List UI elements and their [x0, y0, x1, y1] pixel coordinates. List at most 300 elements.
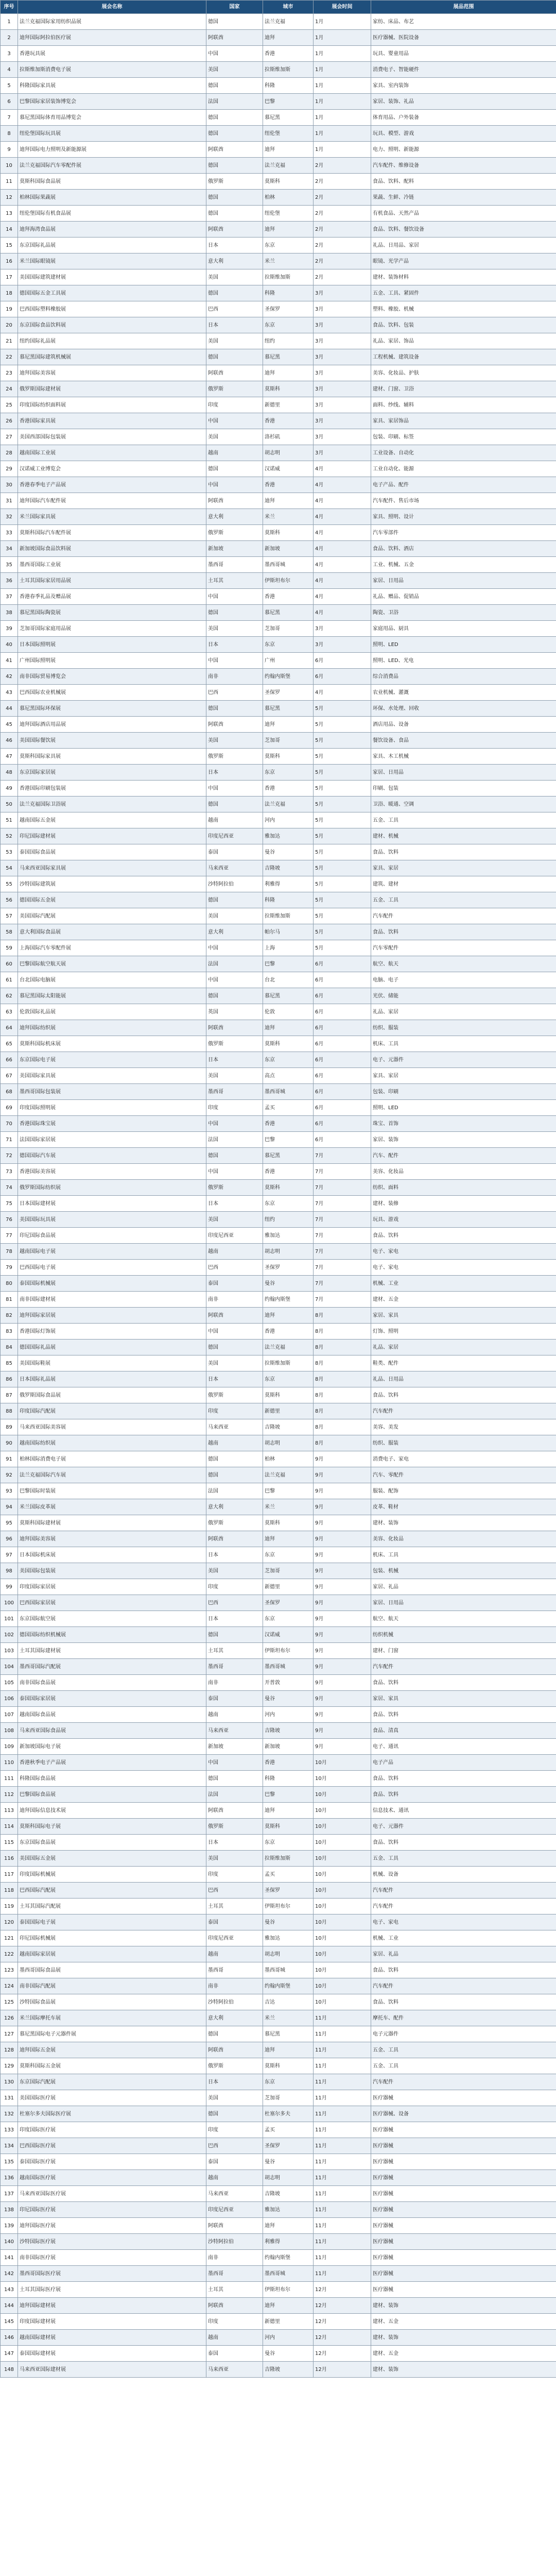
cell-name: 慕尼黑国际陶瓷展	[18, 605, 206, 621]
cell-date: 1月	[314, 94, 371, 110]
cell-name: 马来西亚国际美容展	[18, 1419, 206, 1435]
cell-scope: 礼品、家居	[371, 1340, 556, 1355]
cell-date: 10月	[314, 1899, 371, 1914]
cell-index: 72	[1, 1148, 18, 1164]
cell-date: 12月	[314, 2282, 371, 2298]
cell-name: 纽约国际礼品展	[18, 333, 206, 349]
cell-scope: 家居、日用品	[371, 765, 556, 781]
cell-city: 圣保罗	[263, 1883, 314, 1899]
cell-country: 日本	[206, 637, 263, 653]
cell-country: 中国	[206, 972, 263, 988]
cell-index: 104	[1, 1659, 18, 1675]
cell-name: 南非国际贸易博览会	[18, 669, 206, 685]
cell-country: 越南	[206, 1707, 263, 1723]
cell-name: 印度国际机械展	[18, 1867, 206, 1883]
cell-country: 德国	[206, 605, 263, 621]
cell-date: 11月	[314, 2170, 371, 2186]
cell-city: 台北	[263, 972, 314, 988]
cell-name: 泰国国际医疗展	[18, 2154, 206, 2170]
cell-country: 印度	[206, 2122, 263, 2138]
header-cell-date: 展会时间	[314, 1, 371, 14]
cell-city: 约翰内斯堡	[263, 1292, 314, 1308]
cell-country: 印度	[206, 1867, 263, 1883]
cell-city: 纽约	[263, 1212, 314, 1228]
cell-city: 莫斯科	[263, 749, 314, 765]
cell-scope: 食品、饮料	[371, 1387, 556, 1403]
cell-scope: 包装、机械	[371, 1563, 556, 1579]
table-row	[1, 158, 556, 174]
cell-scope: 信息技术、通讯	[371, 1803, 556, 1819]
cell-country: 意大利	[206, 1499, 263, 1515]
cell-index: 100	[1, 1595, 18, 1611]
cell-scope: 家具、木工机械	[371, 749, 556, 765]
cell-city: 香港	[263, 1116, 314, 1132]
cell-date: 1月	[314, 126, 371, 142]
cell-city: 胡志明	[263, 2170, 314, 2186]
cell-scope: 礼品、日用品、家居	[371, 238, 556, 253]
table-row	[1, 701, 556, 717]
table-row	[1, 2266, 556, 2282]
cell-country: 俄罗斯	[206, 2058, 263, 2074]
cell-name: 越南国际五金展	[18, 812, 206, 828]
cell-date: 9月	[314, 1707, 371, 1723]
cell-city: 科隆	[263, 1771, 314, 1787]
cell-date: 2月	[314, 269, 371, 285]
cell-city: 杜塞尔多夫	[263, 2106, 314, 2122]
cell-name: 法兰克福国际家用纺织品展	[18, 14, 206, 30]
cell-date: 7月	[314, 1148, 371, 1164]
cell-index: 138	[1, 2202, 18, 2218]
cell-index: 128	[1, 2042, 18, 2058]
cell-name: 台北国际电脑展	[18, 972, 206, 988]
cell-date: 2月	[314, 253, 371, 269]
cell-name: 香港国际珠宝展	[18, 1116, 206, 1132]
cell-date: 5月	[314, 828, 371, 844]
cell-date: 2月	[314, 174, 371, 190]
cell-scope: 环保、水处理、回收	[371, 701, 556, 717]
table-row	[1, 940, 556, 956]
cell-scope: 皮革、鞋材	[371, 1499, 556, 1515]
cell-city: 胡志明	[263, 1435, 314, 1451]
cell-name: 土耳其国际医疗展	[18, 2282, 206, 2298]
cell-date: 3月	[314, 397, 371, 413]
cell-index: 22	[1, 349, 18, 365]
table-row	[1, 972, 556, 988]
cell-country: 美国	[206, 2090, 263, 2106]
cell-index: 14	[1, 222, 18, 238]
table-row	[1, 733, 556, 749]
cell-index: 124	[1, 1978, 18, 1994]
cell-name: 东京国际家居展	[18, 765, 206, 781]
cell-country: 日本	[206, 1052, 263, 1068]
cell-name: 莫斯科国际汽车配件展	[18, 525, 206, 541]
table-row	[1, 2250, 556, 2266]
cell-country: 沙特阿拉伯	[206, 2234, 263, 2250]
cell-country: 美国	[206, 733, 263, 749]
cell-country: 美国	[206, 1563, 263, 1579]
cell-city: 东京	[263, 1052, 314, 1068]
cell-city: 曼谷	[263, 1914, 314, 1930]
cell-scope: 食品、饮料	[371, 1994, 556, 2010]
cell-index: 108	[1, 1723, 18, 1739]
cell-name: 墨西哥国际医疗展	[18, 2266, 206, 2282]
cell-scope: 汽车配件	[371, 908, 556, 924]
cell-date: 11月	[314, 2090, 371, 2106]
cell-country: 中国	[206, 781, 263, 796]
cell-city: 新德里	[263, 1403, 314, 1419]
cell-date: 5月	[314, 924, 371, 940]
cell-index: 2	[1, 30, 18, 46]
table-row	[1, 892, 556, 908]
cell-scope: 医疗器械	[371, 2282, 556, 2298]
cell-date: 6月	[314, 956, 371, 972]
table-row	[1, 142, 556, 158]
table-row	[1, 62, 556, 78]
cell-scope: 眼镜、光学产品	[371, 253, 556, 269]
cell-index: 12	[1, 190, 18, 206]
cell-scope: 医疗器械、医院设备	[371, 30, 556, 46]
table-row	[1, 1355, 556, 1371]
table-row	[1, 765, 556, 781]
table-row	[1, 685, 556, 701]
table-row	[1, 1787, 556, 1803]
cell-country: 德国	[206, 1451, 263, 1467]
cell-name: 迪拜国际信息技术展	[18, 1803, 206, 1819]
cell-date: 6月	[314, 972, 371, 988]
cell-city: 迪拜	[263, 1308, 314, 1324]
cell-city: 伊斯坦布尔	[263, 573, 314, 589]
cell-city: 迪拜	[263, 1803, 314, 1819]
cell-scope: 医疗器械	[371, 2138, 556, 2154]
cell-scope: 医疗器械、设备	[371, 2106, 556, 2122]
cell-name: 美国国际五金展	[18, 1851, 206, 1867]
cell-name: 马来西亚国际医疗展	[18, 2186, 206, 2202]
cell-scope: 家具、室内装饰	[371, 78, 556, 94]
header-cell-scope: 展品范围	[371, 1, 556, 14]
cell-country: 越南	[206, 1244, 263, 1260]
table-row	[1, 1579, 556, 1595]
cell-name: 俄罗斯国际建材展	[18, 381, 206, 397]
cell-date: 10月	[314, 1930, 371, 1946]
table-row	[1, 844, 556, 860]
table-row	[1, 2298, 556, 2314]
cell-date: 6月	[314, 1116, 371, 1132]
cell-date: 11月	[314, 2154, 371, 2170]
cell-city: 慕尼黑	[263, 605, 314, 621]
cell-date: 1月	[314, 14, 371, 30]
table-row	[1, 2282, 556, 2298]
cell-country: 俄罗斯	[206, 525, 263, 541]
cell-index: 98	[1, 1563, 18, 1579]
cell-index: 18	[1, 285, 18, 301]
cell-date: 7月	[314, 1292, 371, 1308]
cell-date: 5月	[314, 940, 371, 956]
cell-city: 莫斯科	[263, 1387, 314, 1403]
cell-scope: 灯饰、照明	[371, 1324, 556, 1340]
cell-date: 11月	[314, 2010, 371, 2026]
cell-name: 莫斯科国际机床展	[18, 1036, 206, 1052]
cell-scope: 电子产品、配件	[371, 477, 556, 493]
cell-name: 南非国际医疗展	[18, 2250, 206, 2266]
table-row	[1, 381, 556, 397]
cell-scope: 家纺、床品、布艺	[371, 14, 556, 30]
cell-name: 俄罗斯国际食品展	[18, 1387, 206, 1403]
cell-country: 德国	[206, 190, 263, 206]
cell-date: 7月	[314, 1212, 371, 1228]
cell-date: 3月	[314, 317, 371, 333]
cell-scope: 医疗器械	[371, 2266, 556, 2282]
cell-name: 美国国际包装展	[18, 1563, 206, 1579]
cell-country: 俄罗斯	[206, 749, 263, 765]
cell-city: 拉斯维加斯	[263, 1851, 314, 1867]
cell-scope: 光伏、储能	[371, 988, 556, 1004]
cell-name: 纽伦堡国际玩具展	[18, 126, 206, 142]
cell-city: 迪拜	[263, 365, 314, 381]
cell-date: 3月	[314, 301, 371, 317]
cell-scope: 航空、航天	[371, 956, 556, 972]
cell-index: 110	[1, 1755, 18, 1771]
cell-country: 阿联酋	[206, 30, 263, 46]
cell-scope: 家具、照明、设计	[371, 509, 556, 525]
cell-name: 米兰国际摩托车展	[18, 2010, 206, 2026]
cell-index: 76	[1, 1212, 18, 1228]
cell-country: 意大利	[206, 924, 263, 940]
cell-country: 泰国	[206, 1691, 263, 1707]
cell-index: 145	[1, 2314, 18, 2330]
cell-country: 日本	[206, 765, 263, 781]
table-row	[1, 1387, 556, 1403]
cell-date: 1月	[314, 30, 371, 46]
cell-scope: 机械、工业	[371, 1276, 556, 1292]
cell-date: 10月	[314, 1946, 371, 1962]
cell-name: 巴西国际电子展	[18, 1260, 206, 1276]
cell-scope: 照明、LED	[371, 1100, 556, 1116]
cell-index: 19	[1, 301, 18, 317]
table-row	[1, 1930, 556, 1946]
cell-city: 迪拜	[263, 493, 314, 509]
cell-name: 越南国际医疗展	[18, 2170, 206, 2186]
cell-name: 香港玩具展	[18, 46, 206, 62]
table-row	[1, 1835, 556, 1851]
cell-city: 迪拜	[263, 717, 314, 733]
table-row	[1, 988, 556, 1004]
cell-scope: 食品、饮料	[371, 1771, 556, 1787]
cell-country: 阿联酋	[206, 142, 263, 158]
cell-index: 109	[1, 1739, 18, 1755]
cell-name: 印度国际纺织面料展	[18, 397, 206, 413]
cell-country: 中国	[206, 1324, 263, 1340]
cell-index: 26	[1, 413, 18, 429]
table-row	[1, 1324, 556, 1340]
cell-index: 67	[1, 1068, 18, 1084]
table-row	[1, 1403, 556, 1419]
cell-scope: 食品、饮料	[371, 1707, 556, 1723]
cell-date: 5月	[314, 844, 371, 860]
cell-name: 莫斯科国际电子展	[18, 1819, 206, 1835]
cell-date: 1月	[314, 78, 371, 94]
cell-index: 70	[1, 1116, 18, 1132]
cell-city: 墨西哥城	[263, 1962, 314, 1978]
cell-city: 法兰克福	[263, 14, 314, 30]
cell-name: 德国国际五金展	[18, 892, 206, 908]
cell-country: 巴西	[206, 1883, 263, 1899]
header-cell-index: 序号	[1, 1, 18, 14]
cell-scope: 鞋类、配件	[371, 1355, 556, 1371]
cell-date: 4月	[314, 477, 371, 493]
cell-country: 美国	[206, 908, 263, 924]
cell-index: 105	[1, 1675, 18, 1691]
cell-city: 新德里	[263, 1579, 314, 1595]
cell-country: 阿联酋	[206, 1531, 263, 1547]
cell-country: 德国	[206, 796, 263, 812]
cell-city: 利雅得	[263, 2234, 314, 2250]
cell-index: 136	[1, 2170, 18, 2186]
cell-scope: 五金、工具	[371, 892, 556, 908]
cell-name: 巴黎国际时装展	[18, 1483, 206, 1499]
cell-name: 马来西亚国际家具展	[18, 860, 206, 876]
cell-date: 11月	[314, 2234, 371, 2250]
cell-name: 越南国际纺织展	[18, 1435, 206, 1451]
cell-country: 巴西	[206, 1595, 263, 1611]
cell-index: 129	[1, 2058, 18, 2074]
cell-country: 美国	[206, 62, 263, 78]
cell-name: 泰国国际家居展	[18, 1691, 206, 1707]
cell-name: 泰国国际电子展	[18, 1914, 206, 1930]
cell-date: 6月	[314, 1068, 371, 1084]
cell-city: 胡志明	[263, 1946, 314, 1962]
cell-date: 9月	[314, 1563, 371, 1579]
cell-scope: 工程机械、建筑设备	[371, 349, 556, 365]
cell-name: 印度国际照明展	[18, 1100, 206, 1116]
table-row	[1, 1595, 556, 1611]
cell-city: 汉诺威	[263, 1627, 314, 1643]
cell-index: 90	[1, 1435, 18, 1451]
cell-date: 6月	[314, 1020, 371, 1036]
cell-scope: 汽车、零配件	[371, 1467, 556, 1483]
cell-country: 印度	[206, 1100, 263, 1116]
cell-index: 143	[1, 2282, 18, 2298]
cell-city: 科隆	[263, 285, 314, 301]
cell-name: 莫斯科国际建材展	[18, 1515, 206, 1531]
cell-scope: 食品、饮料	[371, 1675, 556, 1691]
cell-city: 莫斯科	[263, 2058, 314, 2074]
table-row	[1, 30, 556, 46]
cell-name: 杜塞尔多夫国际医疗展	[18, 2106, 206, 2122]
cell-city: 芝加哥	[263, 621, 314, 637]
cell-date: 3月	[314, 333, 371, 349]
cell-index: 139	[1, 2218, 18, 2234]
cell-city: 墨西哥城	[263, 2266, 314, 2282]
table-row	[1, 429, 556, 445]
cell-name: 印度国际家居展	[18, 1579, 206, 1595]
cell-country: 中国	[206, 1755, 263, 1771]
table-row	[1, 2122, 556, 2138]
cell-scope: 摩托车、配件	[371, 2010, 556, 2026]
cell-index: 87	[1, 1387, 18, 1403]
cell-date: 6月	[314, 1004, 371, 1020]
cell-date: 4月	[314, 685, 371, 701]
cell-date: 6月	[314, 1100, 371, 1116]
cell-index: 102	[1, 1627, 18, 1643]
cell-country: 马来西亚	[206, 2186, 263, 2202]
table-row	[1, 2106, 556, 2122]
cell-index: 42	[1, 669, 18, 685]
cell-index: 126	[1, 2010, 18, 2026]
cell-city: 法兰克福	[263, 796, 314, 812]
cell-scope: 建材、装修	[371, 1196, 556, 1212]
cell-date: 9月	[314, 1483, 371, 1499]
cell-date: 8月	[314, 1340, 371, 1355]
table-row	[1, 1707, 556, 1723]
cell-city: 法兰克福	[263, 158, 314, 174]
cell-country: 印度尼西亚	[206, 1930, 263, 1946]
cell-country: 美国	[206, 1355, 263, 1371]
cell-date: 9月	[314, 1723, 371, 1739]
cell-date: 4月	[314, 541, 371, 557]
table-row	[1, 781, 556, 796]
cell-scope: 美容、美发	[371, 1419, 556, 1435]
cell-index: 137	[1, 2186, 18, 2202]
cell-index: 21	[1, 333, 18, 349]
cell-scope: 美容、化妆品	[371, 1531, 556, 1547]
cell-index: 147	[1, 2346, 18, 2362]
cell-index: 59	[1, 940, 18, 956]
cell-city: 东京	[263, 2074, 314, 2090]
cell-index: 69	[1, 1100, 18, 1116]
cell-country: 中国	[206, 1116, 263, 1132]
cell-scope: 有机食品、天然产品	[371, 206, 556, 222]
table-row	[1, 2154, 556, 2170]
cell-country: 墨西哥	[206, 1962, 263, 1978]
cell-index: 134	[1, 2138, 18, 2154]
cell-date: 9月	[314, 1739, 371, 1755]
cell-name: 科隆国际家具展	[18, 78, 206, 94]
cell-name: 东京国际礼品展	[18, 238, 206, 253]
cell-index: 114	[1, 1819, 18, 1835]
cell-city: 迪拜	[263, 2218, 314, 2234]
cell-country: 俄罗斯	[206, 1180, 263, 1196]
table-row	[1, 2170, 556, 2186]
cell-scope: 电子、家电	[371, 1244, 556, 1260]
cell-index: 135	[1, 2154, 18, 2170]
cell-country: 日本	[206, 1196, 263, 1212]
table-row	[1, 1883, 556, 1899]
cell-city: 伊斯坦布尔	[263, 1899, 314, 1914]
cell-name: 法兰克福国际卫浴展	[18, 796, 206, 812]
cell-city: 莫斯科	[263, 174, 314, 190]
cell-index: 131	[1, 2090, 18, 2106]
cell-date: 1月	[314, 46, 371, 62]
cell-country: 德国	[206, 1467, 263, 1483]
table-row	[1, 1308, 556, 1324]
cell-index: 7	[1, 110, 18, 126]
cell-country: 印度	[206, 1579, 263, 1595]
cell-country: 德国	[206, 1148, 263, 1164]
cell-name: 德国国际纺织机械展	[18, 1627, 206, 1643]
cell-date: 12月	[314, 2330, 371, 2346]
cell-country: 德国	[206, 1627, 263, 1643]
cell-name: 新加坡国际食品饮料展	[18, 541, 206, 557]
cell-scope: 纺织、服装	[371, 1435, 556, 1451]
cell-date: 3月	[314, 445, 371, 461]
cell-date: 5月	[314, 781, 371, 796]
cell-country: 德国	[206, 461, 263, 477]
cell-city: 汉诺威	[263, 461, 314, 477]
cell-date: 9月	[314, 1643, 371, 1659]
cell-name: 科隆国际食品展	[18, 1771, 206, 1787]
table-row	[1, 461, 556, 477]
cell-date: 7月	[314, 1244, 371, 1260]
